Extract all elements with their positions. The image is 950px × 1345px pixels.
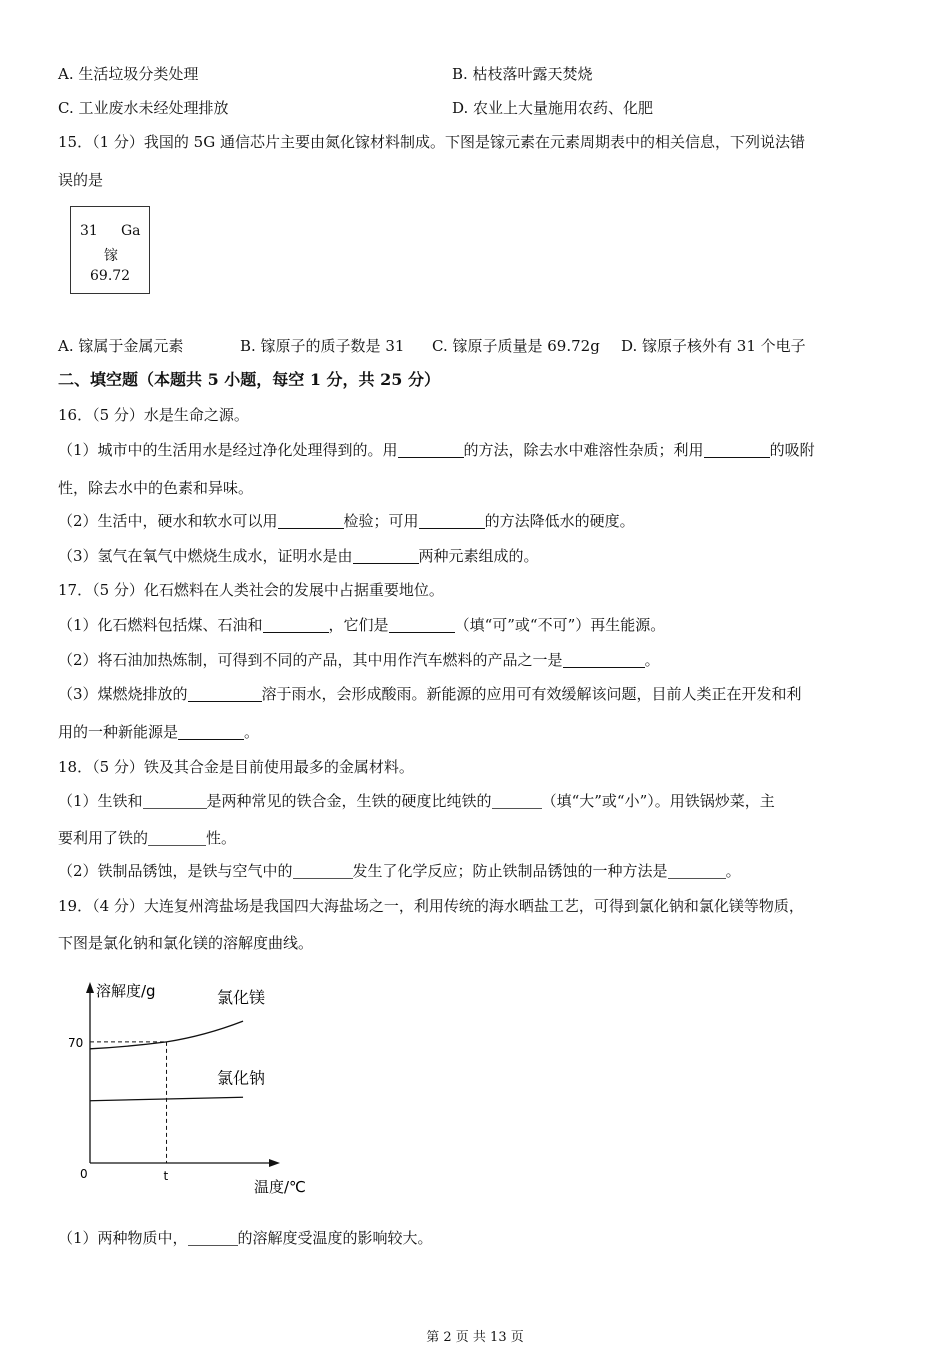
q17-p3-text-c: 用的一种新能源是 (58, 723, 179, 741)
q16-part2 (58, 511, 635, 531)
q17-p2-text-b: 。 (644, 651, 660, 669)
q16-p1-text-b: 的方法，除去水中难溶性杂质；利用 (463, 441, 704, 459)
q15-option-b: B. 镓原子的质子数是 31 (240, 337, 405, 355)
y-axis-label: 溶解度/g (96, 982, 156, 1000)
q18-p2-text-c: 。 (725, 862, 741, 880)
q16-part1 (58, 440, 815, 460)
q17-blank-5[interactable] (178, 723, 244, 740)
q18-blank-1[interactable] (143, 792, 207, 809)
x-axis-arrow (269, 1159, 280, 1167)
q19-part1 (58, 1228, 433, 1248)
q16-p1-text-c: 的吸附 (769, 441, 815, 459)
q17-blank-2[interactable] (389, 616, 455, 633)
q16-p3-text-a: （3）氢气在氧气中燃烧生成水，证明水是由 (58, 547, 353, 565)
q18-part1-cont (58, 828, 236, 848)
q17-p1-text-a: （1）化石燃料包括煤、石油和 (58, 616, 263, 634)
q15-option-c: C. 镓原子质量是 69.72g (432, 337, 600, 355)
q16-p1-text-a: （1）城市中的生活用水是经过净化处理得到的。用 (58, 441, 398, 459)
q16-p2-text-a: （2）生活中，硬水和软水可以用 (58, 512, 278, 530)
q16-p2-text-c: 的方法降低水的硬度。 (484, 512, 635, 530)
q19-p1-text-a: （1）两种物质中， (58, 1229, 188, 1247)
q18-stem: 18．（5 分）铁及其合金是目前使用最多的金属材料。 (58, 758, 414, 776)
q14-option-d: D. 农业上大量施用农药、化肥 (452, 99, 654, 117)
y-tick-label-70: 70 (68, 1035, 84, 1050)
q16-blank-1[interactable] (398, 441, 464, 458)
q18-p1-text-d: 要利用了铁的 (58, 829, 149, 847)
element-number: 31 (80, 223, 98, 239)
q19-p1-text-b: 的溶解度受温度的影响较大。 (237, 1229, 433, 1247)
q17-part1 (58, 615, 665, 635)
element-cell-gallium (70, 206, 150, 294)
q17-blank-1[interactable] (263, 616, 329, 633)
q18-p2-text-a: （2）铁制品锈蚀，是铁与空气中的 (58, 862, 293, 880)
q16-p3-text-b: 两种元素组成的。 (418, 547, 539, 565)
q19-blank-1[interactable] (188, 1229, 238, 1246)
series-label-0: 氯化镁 (217, 988, 266, 1008)
element-symbol: Ga (121, 223, 141, 239)
solubility-chart (60, 970, 306, 1200)
section2-title: 二、填空题（本题共 5 小题，每空 1 分，共 25 分） (58, 370, 440, 389)
series-label-1: 氯化钠 (217, 1068, 266, 1088)
q17-p3-text-d: 。 (244, 723, 260, 741)
q17-p1-text-c: （填“可”或“不可”）再生能源。 (454, 616, 666, 634)
q18-p1-text-c: （填“大”或“小”）。用铁锅炒菜，主 (541, 792, 775, 810)
q17-part3-cont (58, 722, 259, 742)
q15-option-d: D. 镓原子核外有 31 个电子 (621, 337, 806, 355)
q18-blank-2[interactable] (492, 792, 542, 809)
q14-option-b: B. 枯枝落叶露天焚烧 (452, 65, 593, 83)
x-axis-label: 温度/℃ (254, 1178, 306, 1196)
x-tick-label-t: t (163, 1169, 169, 1183)
q14-option-a: A. 生活垃圾分类处理 (58, 65, 199, 83)
q16-blank-5[interactable] (353, 547, 419, 564)
q18-p1-text-a: （1）生铁和 (58, 792, 143, 810)
q17-p2-text-a: （2）将石油加热炼制，可得到不同的产品，其中用作汽车燃料的产品之一是 (58, 651, 563, 669)
q18-part1 (58, 791, 775, 811)
q17-p1-text-b: ，它们是 (328, 616, 389, 634)
q17-part2 (58, 650, 660, 670)
q18-p1-text-e: 性。 (206, 829, 237, 847)
q18-blank-4[interactable] (293, 862, 353, 879)
q18-p1-text-b: 是两种常见的铁合金，生铁的硬度比纯铁的 (206, 792, 492, 810)
q17-part3 (58, 684, 802, 704)
q15-stem-line2: 误的是 (58, 171, 104, 189)
y-axis-arrow (86, 982, 94, 993)
q18-blank-5[interactable] (668, 862, 726, 879)
q17-p3-text-a: （3）煤燃烧排放的 (58, 685, 188, 703)
q16-stem: 16．（5 分）水是生命之源。 (58, 406, 249, 424)
q16-part3 (58, 546, 539, 566)
q17-blank-3[interactable] (563, 651, 645, 668)
page-footer: 第 2 页 共 13 页 (426, 1330, 524, 1345)
q16-blank-2[interactable] (704, 441, 770, 458)
q17-stem: 17．（5 分）化石燃料在人类社会的发展中占据重要地位。 (58, 581, 444, 599)
origin-label: 0 (80, 1167, 88, 1181)
q16-blank-4[interactable] (419, 512, 485, 529)
q17-p3-text-b: 溶于雨水，会形成酸雨。新能源的应用可有效缓解该问题，目前人类正在开发和利 (261, 685, 802, 703)
q19-stem-line2: 下图是氯化钠和氯化镁的溶解度曲线。 (58, 934, 314, 952)
q18-part2 (58, 861, 741, 881)
q18-blank-3[interactable] (148, 829, 206, 846)
q17-blank-4[interactable] (188, 685, 262, 702)
q18-p2-text-b: 发生了化学反应；防止铁制品锈蚀的一种方法是 (352, 862, 668, 880)
q16-p2-text-b: 检验；可用 (343, 512, 419, 530)
q19-stem-line1: 19．（4 分）大连复州湾盐场是我国四大海盐场之一，利用传统的海水晒盐工艺，可得到氯化钠和氯化镁等物质， (58, 897, 804, 915)
element-mass: 69.72 (90, 268, 131, 284)
element-name: 镓 (104, 248, 118, 264)
q14-option-c: C. 工业废水未经处理排放 (58, 99, 229, 117)
q15-option-a: A. 镓属于金属元素 (58, 337, 184, 355)
q16-p1-text-d: 性，除去水中的色素和异味。 (58, 479, 254, 497)
q16-blank-3[interactable] (278, 512, 344, 529)
q15-stem-line1: 15．（1 分）我国的 5G 通信芯片主要由氮化镓材料制成。下图是镓元素在元素周期表中的相关信息，下列说法错 (58, 133, 805, 151)
